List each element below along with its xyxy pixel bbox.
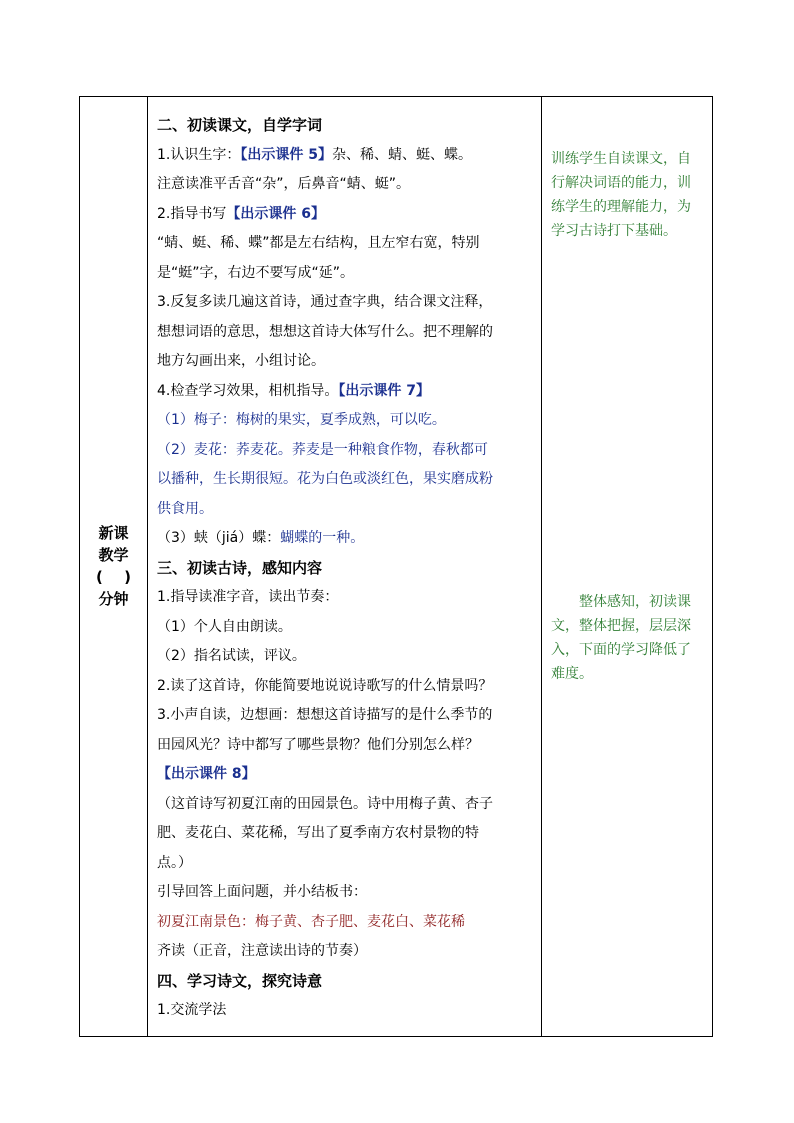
row-label-line: 新课	[98, 524, 129, 543]
duration-blank	[82, 566, 145, 588]
section-heading: 三、初读古诗，感知内容	[157, 558, 323, 577]
courseware-ref: 【出示课件 6】	[226, 205, 325, 222]
note-line: 入，下面的学习降低了	[551, 642, 691, 658]
row-label-cell	[80, 97, 148, 1037]
paragraph: 肥、麦花白、菜花稀，写出了夏季南方农村景物的特	[157, 825, 479, 841]
note-line: 整体感知，初读课	[579, 594, 691, 610]
paragraph: 3.反复多读几遍这首诗，通过查字典，结合课文注释，	[157, 294, 493, 310]
note-line: 练学生的理解能力，为	[551, 199, 691, 215]
paragraph	[157, 141, 537, 171]
note-line: 训练学生自读课文，自	[551, 151, 691, 167]
row-label-line: 分钟	[98, 590, 129, 609]
main-content	[148, 97, 541, 1036]
text: 1.认识生字：	[157, 146, 241, 163]
courseware-ref: 【出示课件 7】	[338, 382, 430, 399]
gloss: （2）麦花：荞麦花。荞麦是一种粮食作物，春秋都可	[157, 441, 488, 458]
design-note	[542, 147, 712, 243]
paragraph: “蜻、蜓、稀、蝶”都是左右结构，且左窄右宽，特别	[157, 235, 480, 251]
paragraph: 田园风光？诗中都写了哪些景物？他们分别怎么样？	[157, 736, 479, 753]
gloss: 以播种，生长期很短。花为白色或淡红色，果实磨成粉	[157, 471, 493, 487]
gloss	[157, 524, 537, 554]
open-paren: (	[96, 568, 103, 587]
paragraph: 2.读了这首诗，你能简要地说说诗歌写的什么情景吗？	[157, 677, 493, 694]
row-label-line: 教学	[98, 546, 129, 565]
paragraph: （2）指名试读，评议。	[157, 648, 306, 664]
paragraph: （1）个人自由朗读。	[157, 618, 292, 635]
paragraph	[157, 377, 537, 407]
note-line: 行解决词语的能力，训	[551, 175, 691, 191]
courseware-ref: 【出示课件 8】	[157, 766, 256, 782]
close-paren: )	[124, 568, 131, 587]
paragraph: 1.交流学法	[157, 1002, 227, 1018]
section-heading: 四、学习诗文，探究诗意	[157, 971, 323, 990]
courseware-ref: 【出示课件 5】	[240, 146, 332, 163]
note-line: 文，整体把握，层层深	[551, 618, 691, 634]
paragraph: 齐读（正音，注意读出诗的节奏）	[157, 943, 367, 959]
text: （3）蛱（jiá）蝶：	[157, 530, 281, 546]
blackboard-summary: 初夏江南景色：梅子黄、杏子肥、麦花白、菜花稀	[157, 913, 465, 930]
paragraph: 1.指导读准字音，读出节奏：	[157, 589, 339, 605]
paragraph: 地方勾画出来，小组讨论。	[157, 353, 325, 369]
table-row	[80, 97, 713, 1037]
paragraph: 点。）	[157, 854, 192, 871]
text: 杂、稀、蜻、蜓、蝶。	[331, 146, 472, 163]
gloss: 供食用。	[157, 500, 213, 517]
paragraph: 引导回答上面问题，并小结板书：	[157, 884, 367, 900]
paragraph: （这首诗写初夏江南的田园景色。诗中用梅子黄、杏子	[157, 795, 493, 812]
note-line: 学习古诗打下基础。	[551, 223, 677, 239]
text: 4.检查学习效果，相机指导。	[157, 382, 339, 399]
paragraph	[157, 200, 537, 230]
paragraph: 是“蜓”字，右边不要写成“延”。	[157, 264, 355, 281]
section-heading: 二、初读课文，自学字词	[157, 116, 323, 134]
notes-cell	[542, 97, 713, 1037]
gloss: （1）梅子：梅树的果实，夏季成熟，可以吃。	[157, 412, 446, 428]
lesson-plan-table	[79, 96, 713, 1037]
note-line: 难度。	[551, 666, 593, 682]
row-label	[80, 522, 147, 610]
main-content-cell	[148, 97, 542, 1037]
design-note	[542, 590, 712, 686]
paragraph: 想想词语的意思，想想这首诗大体写什么。把不理解的	[157, 323, 493, 340]
text: 2.指导书写	[157, 205, 227, 222]
paragraph: 注意读准平舌音“杂”，后鼻音“蜻、蜓”。	[157, 176, 411, 192]
paragraph: 3.小声自读，边想画：想想这首诗描写的是什么季节的	[157, 707, 493, 723]
text: 蝴蝶的一种。	[280, 530, 365, 546]
